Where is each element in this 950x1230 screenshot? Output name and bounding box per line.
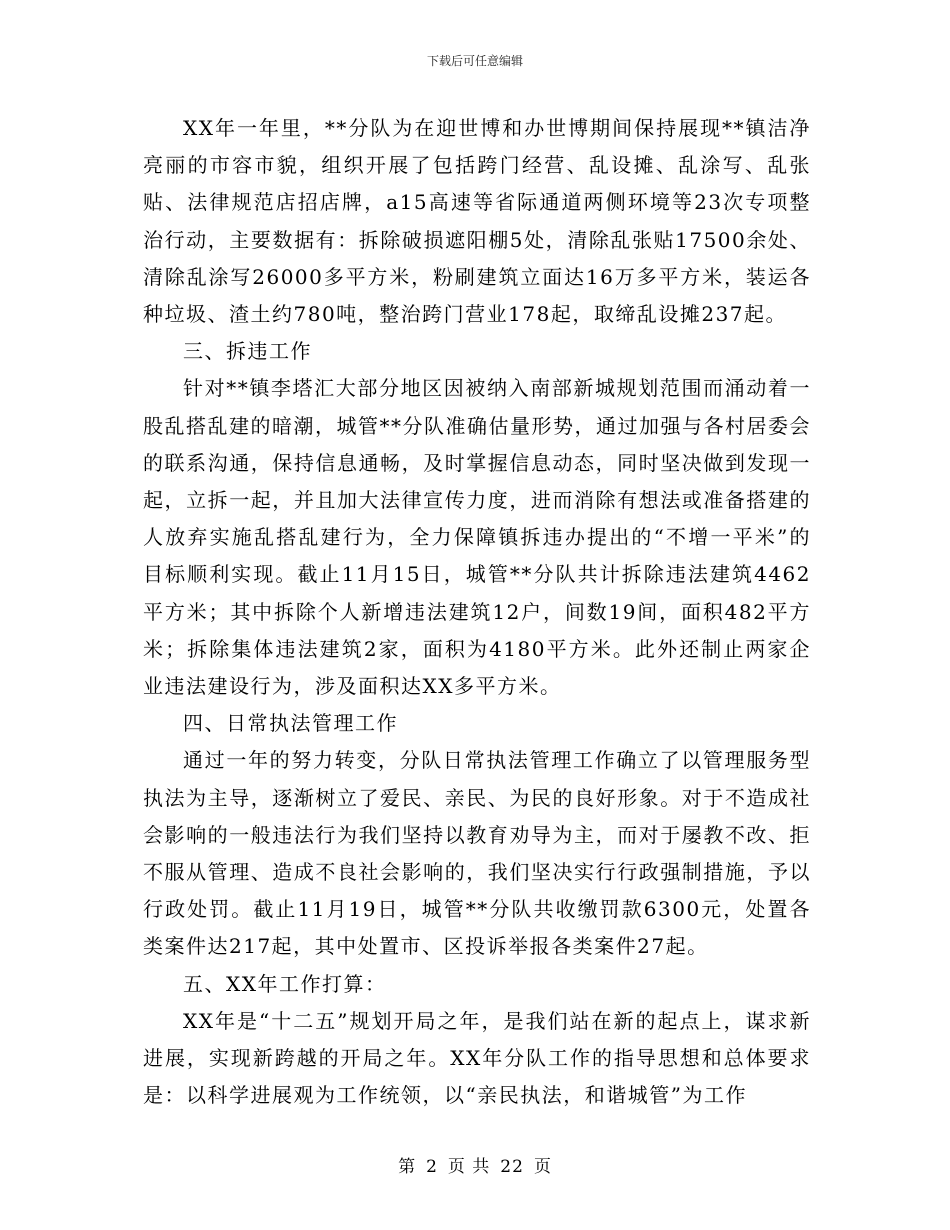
section-heading-work-plan: 五、XX年工作打算： [183, 971, 387, 996]
footer-prefix: 第 [398, 1157, 417, 1177]
section-heading-daily-enforcement: 四、日常执法管理工作 [183, 711, 398, 736]
footer-suffix: 页 [533, 1157, 552, 1177]
paragraph-demolition: 针对**镇李塔汇大部分地区因被纳入南部新城规划范围而涌动着一股乱搭乱建的暗潮，城管**分队准确估量形势，通过加强与各村居委会的联系沟通，保持信息通畅，及时掌握信息动态，同时坚决做到发现一起，立拆一起，并且加大法律宣传力度，进而消除有想法或准备搭建的人放弃实施乱搭乱建行为，全力保障镇拆违办提出的“不增一平米”的目标顺利实现。截止11月15日，城管**分队共计拆除违法建筑4462平方米；其中拆除个人新增违法建筑12户，间数19间，面积482平方米；拆除集体违法建筑2家，面积为4180平方米。此外还制止两家企业违法建设行为，涉及面积达XX多平方米。 [143, 376, 811, 699]
section-heading-demolition: 三、拆违工作 [183, 339, 312, 364]
page-footer [0, 1156, 950, 1178]
paragraph-cleanup-summary: XX年一年里，**分队为在迎世博和办世博期间保持展现**镇洁净亮丽的市容市貌，组织开展了包括跨门经营、乱设摊、乱涂写、乱张贴、法律规范店招店牌，a15高速等省际通道两侧环境等23次专项整治行动，主要数据有：拆除破损遮阳棚5处，清除乱张贴17500余处、清除乱涂写26000多平方米，粉刷建筑立面达16万多平方米，装运各种垃圾、渣土约780吨，整治跨门营业178起，取缔乱设摊237起。 [143, 116, 811, 327]
paragraph-work-plan: XX年是“十二五”规划开局之年，是我们站在新的起点上，谋求新进展，实现新跨越的开局之年。XX年分队工作的指导思想和总体要求是：以科学进展观为工作统领，以“亲民执法，和谐城管”为工作 [143, 1008, 811, 1108]
page-number: 2 [426, 1157, 438, 1177]
footer-mid: 页 共 [447, 1157, 491, 1177]
header-note: 下载后可任意编辑 [426, 54, 523, 68]
paragraph-daily-enforcement: 通过一年的努力转变，分队日常执法管理工作确立了以管理服务型执法为主导，逐渐树立了爱民、亲民、为民的良好形象。对于不造成社会影响的一般违法行为我们坚持以教育劝导为主，而对于屡教不改、拒不服从管理、造成不良社会影响的，我们坚决实行行政强制措施，予以行政处罚。截止11月19日，城管**分队共收缴罚款6300元，处置各类案件达217起，其中处置市、区投诉举报各类案件27起。 [143, 748, 811, 959]
total-pages: 22 [500, 1157, 524, 1177]
document-body [143, 110, 811, 1114]
